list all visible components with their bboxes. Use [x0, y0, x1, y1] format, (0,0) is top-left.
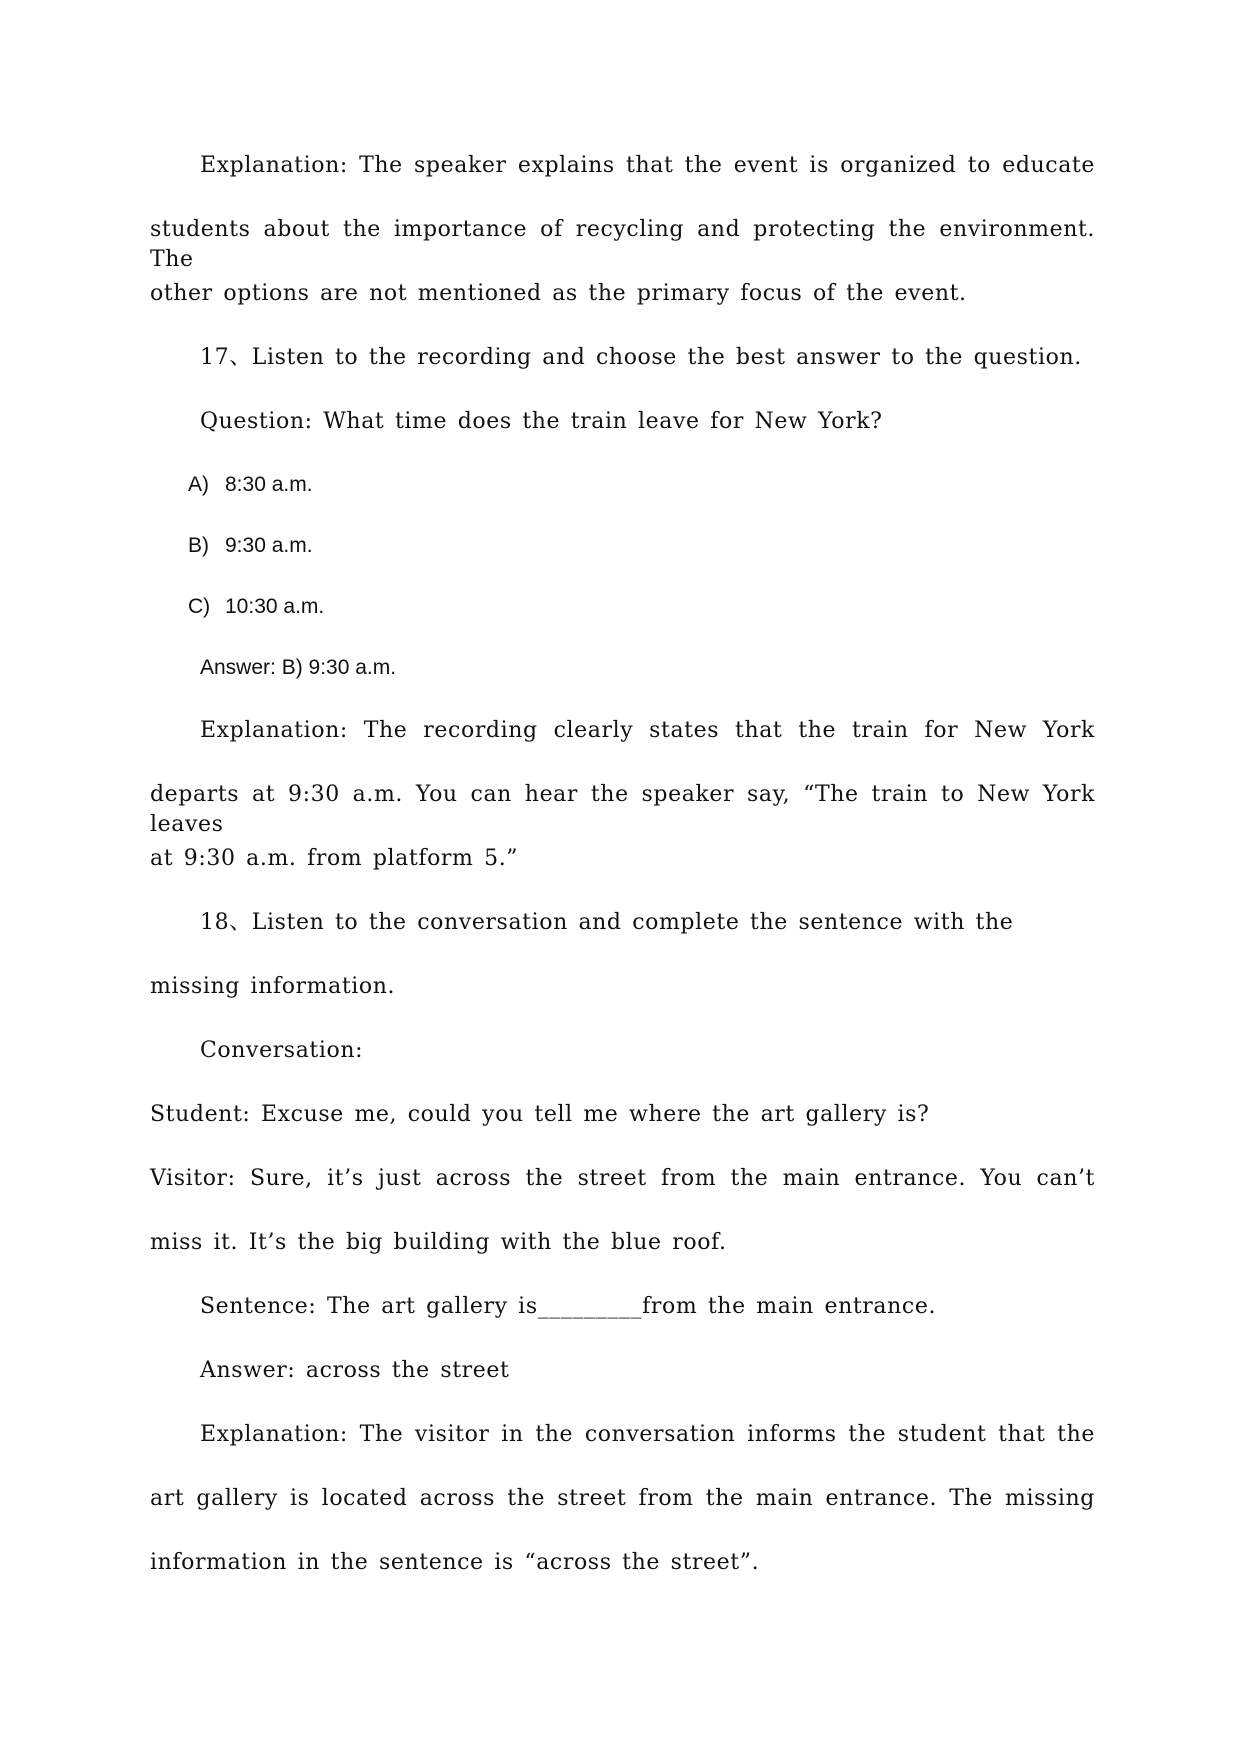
- q18-explanation-line-3: information in the sentence is “across the street”.: [150, 1550, 760, 1575]
- q16-explanation-line-3: other options are not mentioned as the primary focus of the event.: [150, 281, 967, 306]
- q18-conversation-label: Conversation:: [200, 1038, 364, 1063]
- q17-question: Question: What time does the train leave for New York?: [200, 409, 883, 434]
- q16-explanation-line-2: students about the importance of recycling and protecting the environment. The: [150, 217, 1095, 272]
- option-text: 10:30 a.m.: [225, 595, 325, 618]
- q18-answer: Answer: across the street: [200, 1358, 510, 1383]
- q18-explanation-line-1: Explanation: The visitor in the conversation informs the student that the: [200, 1422, 1095, 1447]
- q17-explanation-line-3: at 9:30 a.m. from platform 5.”: [150, 846, 519, 871]
- q18-visitor-line-2: miss it. It’s the big building with the blue roof.: [150, 1230, 727, 1255]
- q17-option-c: [188, 592, 324, 622]
- q16-explanation-line-1: Explanation: The speaker explains that the event is organized to educate: [200, 153, 1095, 178]
- q17-answer: Answer: B) 9:30 a.m.: [200, 656, 397, 679]
- option-text: 9:30 a.m.: [225, 534, 313, 557]
- q17-option-a: [188, 470, 313, 500]
- option-label: A): [188, 473, 209, 496]
- q18-sentence: Sentence: The art gallery is_________from the main entrance.: [200, 1294, 937, 1319]
- q17-explanation-line-2: departs at 9:30 a.m. You can hear the speaker say, “The train to New York leaves: [150, 782, 1095, 837]
- q18-visitor-line-1: Visitor: Sure, it’s just across the street from the main entrance. You can’t: [150, 1166, 1095, 1191]
- option-label: B): [188, 534, 209, 557]
- q18-student-line: Student: Excuse me, could you tell me where the art gallery is?: [150, 1102, 930, 1127]
- q18-explanation-line-2: art gallery is located across the street from the main entrance. The missing: [150, 1486, 1095, 1511]
- q17-prompt: 17、Listen to the recording and choose the best answer to the question.: [200, 345, 1082, 370]
- option-text: 8:30 a.m.: [225, 473, 313, 496]
- option-label: C): [188, 595, 211, 618]
- q17-option-b: [188, 531, 313, 561]
- q18-prompt-line-1: 18、Listen to the conversation and complete the sentence with the: [200, 910, 1014, 935]
- q18-prompt-line-2: missing information.: [150, 974, 396, 999]
- q17-explanation-line-1: Explanation: The recording clearly states that the train for New York: [200, 718, 1095, 743]
